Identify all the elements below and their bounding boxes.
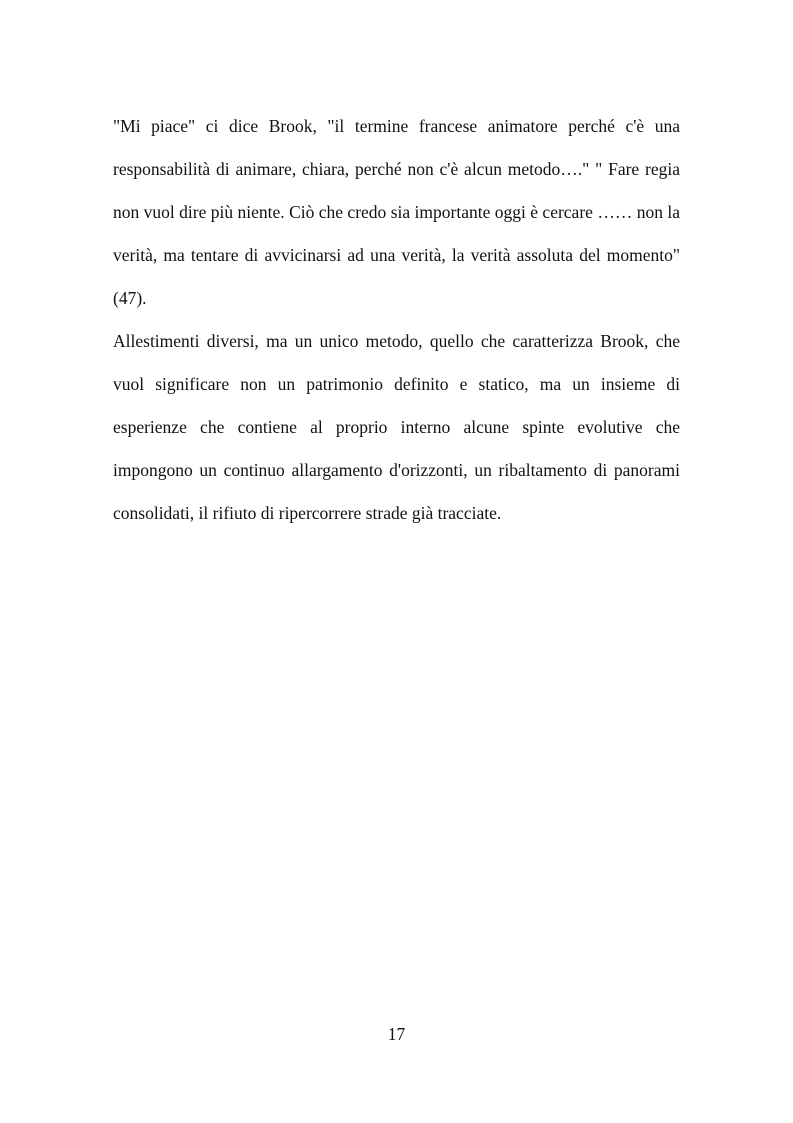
paragraph-brook-quote: "Mi piace" ci dice Brook, "il termine francese animatore perché c'è una responsabilità di animare, chiara, perché non c'è alcun metodo…." " Fare regia non vuol dire più niente. Ciò che credo sia importante oggi è cercare …… non la verità, ma tentare di avvicinarsi ad una verità, la verità assoluta del momento"(47). <box>113 116 680 308</box>
paragraph-method: Allestimenti diversi, ma un unico metodo, quello che caratterizza Brook, che vuol significare non un patrimonio definito e statico, ma un insieme di esperienze che contiene al proprio interno alcune spinte evolutive che impongono un continuo allargamento d'orizzonti, un ribaltamento di panorami consolidati, il rifiuto di ripercorrere strade già tracciate. <box>113 331 680 523</box>
page-number: 17 <box>387 1024 406 1044</box>
body-text <box>113 105 680 535</box>
